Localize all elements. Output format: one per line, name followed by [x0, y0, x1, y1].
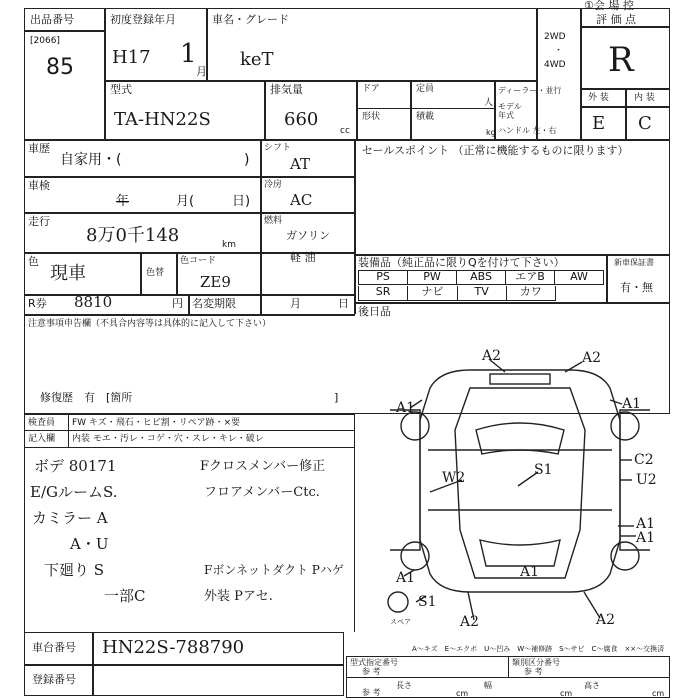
handle-label: ハンドル 左・右	[498, 126, 557, 135]
note-bonnet: Fボンネットダクト Pハゲ	[204, 563, 344, 577]
type-value: TA-HN22S	[114, 109, 211, 130]
recycle-label: R券	[28, 297, 47, 310]
equipment-row-1	[358, 270, 604, 285]
mark-a1-left-rear: A1	[396, 570, 416, 586]
equipment-navi: ナビ	[408, 286, 457, 300]
ac-label: 冷房	[264, 180, 283, 190]
mark-a1-right-rear: A1	[636, 516, 656, 532]
type-designation-label: 型式指定番号	[350, 658, 398, 667]
equipment-leather: カワ	[519, 285, 542, 298]
note-body: ボデ 80171	[34, 457, 117, 475]
mark-a1-left-front: A1	[396, 400, 416, 416]
load-label: 積載	[416, 112, 435, 122]
first-reg-label: 初度登録年月	[110, 13, 176, 26]
entry-label: 記入欄	[28, 434, 56, 444]
displacement-value: 660	[284, 109, 319, 130]
note-engine: E/GルームS.	[30, 483, 118, 501]
fuel-label: 燃料	[264, 216, 283, 226]
length-cm: cm	[456, 689, 469, 698]
interior-label: 内 装	[634, 93, 655, 103]
yen-unit: 円	[172, 297, 183, 310]
color-change-label: 色替	[146, 268, 165, 278]
note-under: 下廻り S	[44, 561, 105, 579]
model-value: keT	[240, 49, 274, 70]
selling-label: セールスポイント （正常に機能するものに限ります）	[362, 144, 629, 157]
repair-close: ]	[334, 391, 339, 404]
warranty-label: 新車保証書	[614, 258, 654, 267]
door-label: ドア	[362, 84, 380, 94]
equipment-label: 装備品（純正品に限りQを付けて下さい）	[358, 256, 565, 269]
equipment-ps: PS	[359, 271, 408, 284]
mark-s1-rear: S1	[418, 594, 437, 610]
lot-code: [2066]	[30, 36, 60, 46]
mark-a2-front-left: A2	[482, 348, 502, 364]
first-reg-value: H17	[112, 47, 151, 68]
drive-dot: ・	[554, 46, 564, 56]
fuel-diesel: 軽 油	[290, 251, 316, 264]
length-label: 長さ	[396, 681, 412, 690]
kg-unit: kg	[486, 128, 496, 137]
shift-label: シフト	[264, 143, 292, 153]
inspection-month: 月(	[176, 194, 195, 209]
mark-s1-roof: S1	[534, 462, 553, 478]
fuel-gas: ガソリン	[286, 229, 330, 242]
interior-value: C	[638, 113, 652, 134]
back-seat-label: 後日品	[358, 305, 391, 318]
usage-label: 車歴	[28, 142, 50, 155]
chassis-label: 車台番号	[32, 641, 76, 654]
mark-a1-right-mid: A1	[636, 530, 656, 546]
equipment-pw: PW	[408, 271, 457, 284]
recycle-value: 8810	[74, 293, 113, 311]
width-label: 幅	[484, 681, 492, 690]
ac-value: AC	[290, 191, 313, 209]
cc-unit: cc	[340, 126, 350, 136]
classification-label: 類別区分番号	[512, 658, 560, 667]
mileage-value: 8万0千148	[86, 225, 180, 246]
color-label: 色	[28, 255, 39, 268]
displacement-label: 排気量	[270, 83, 303, 96]
inspector-label: 検査員	[28, 418, 56, 428]
mark-a2-front-right: A2	[582, 350, 602, 366]
reference-label-3: 参 考	[362, 688, 381, 697]
lot-number: 85	[46, 55, 74, 80]
mark-w2: W2	[442, 470, 466, 486]
reference-label-1: 参 考	[362, 667, 381, 676]
spare-label: スペア	[390, 618, 411, 626]
color-value: 現車	[50, 263, 86, 284]
exterior-label: 外 装	[588, 93, 609, 103]
mark-a2-rear-right: A2	[596, 612, 616, 628]
drive-4wd: 4WD	[544, 60, 566, 70]
color-code-label: 色コード	[180, 256, 217, 266]
reference-label-2: 参 考	[524, 667, 543, 676]
usage-close: )	[244, 152, 250, 168]
first-reg-month: 1	[180, 39, 197, 69]
note-mirror: カミラー A	[32, 509, 108, 527]
mileage-label: 走行	[28, 215, 50, 228]
note-exterior: 外装 Pアセ.	[204, 589, 273, 604]
grade-value: R	[608, 40, 634, 80]
dealer-label: ディーラー・並行	[498, 86, 562, 95]
equipment-aw: AW	[570, 270, 588, 283]
grade-label: 評 価 点	[596, 13, 636, 26]
mark-a1-rear-center: A1	[520, 564, 540, 580]
repair-label: 修復歴 有 [箇所	[40, 391, 133, 404]
note-crossmember: Fクロスメンバー修正	[200, 459, 326, 474]
note-part: 一部C	[104, 587, 146, 605]
shape-label: 形状	[362, 112, 381, 122]
shift-value: AT	[290, 155, 311, 173]
height-cm: cm	[652, 689, 665, 698]
type-label: 型式	[110, 83, 132, 96]
drive-2wd: 2WD	[544, 32, 566, 42]
mark-u2: U2	[636, 472, 657, 488]
equipment-sr: SR	[359, 286, 408, 300]
color-code-value: ZE9	[200, 273, 231, 291]
lot-label: 出品番号	[30, 13, 74, 26]
exterior-value: E	[592, 113, 606, 134]
title-month: 月	[290, 297, 301, 310]
equipment-tv: TV	[458, 286, 507, 300]
model-year-label: モデル年式	[498, 102, 522, 120]
legend-codes: A～キズ E～エクボ U～凹み W～補修跡 S～サビ C～腐食 ××～交換済	[412, 645, 665, 653]
usage-value: 自家用・(	[60, 152, 122, 168]
top-right-label: ①会 場 控	[584, 0, 634, 12]
width-cm: cm	[560, 689, 573, 698]
equipment-row-2	[358, 286, 556, 301]
chassis-value: HN22S-788790	[102, 637, 245, 658]
registration-label: 登録番号	[32, 673, 76, 686]
person-unit: 人	[484, 98, 494, 108]
note-au: A・U	[70, 535, 109, 553]
inspection-label: 車検	[28, 179, 50, 192]
month-unit: 月	[196, 65, 207, 78]
equipment-abs: ABS	[457, 271, 506, 284]
equipment-airbag: エアB	[506, 271, 555, 284]
height-label: 高さ	[584, 681, 600, 690]
inspection-day: 日)	[232, 194, 251, 209]
mark-a2-rear-left: A2	[460, 614, 480, 630]
capacity-label: 定員	[416, 84, 435, 94]
interior-row: 内装 モエ・汚レ・コゲ・穴・スレ・キレ・破レ	[72, 434, 264, 444]
mark-a1-right-front: A1	[622, 396, 642, 412]
fw-row: FW キズ・飛石・ヒビ割・リペア跡・×要	[72, 418, 241, 428]
title-day: 日	[338, 297, 349, 310]
warranty-value: 有・無	[620, 281, 653, 294]
car-damage-diagram	[370, 330, 670, 630]
title-label: 名変期限	[192, 297, 236, 310]
model-label: 車名・グレード	[212, 13, 289, 26]
note-floor: フロアメンバーCtc.	[204, 485, 320, 500]
km-unit: km	[222, 240, 236, 250]
caution-label: 注意事項申告欄（不具合内容等は具体的に記入して下さい）	[28, 319, 272, 329]
mark-c2: C2	[634, 452, 654, 468]
inspection-year: 年	[116, 194, 130, 209]
